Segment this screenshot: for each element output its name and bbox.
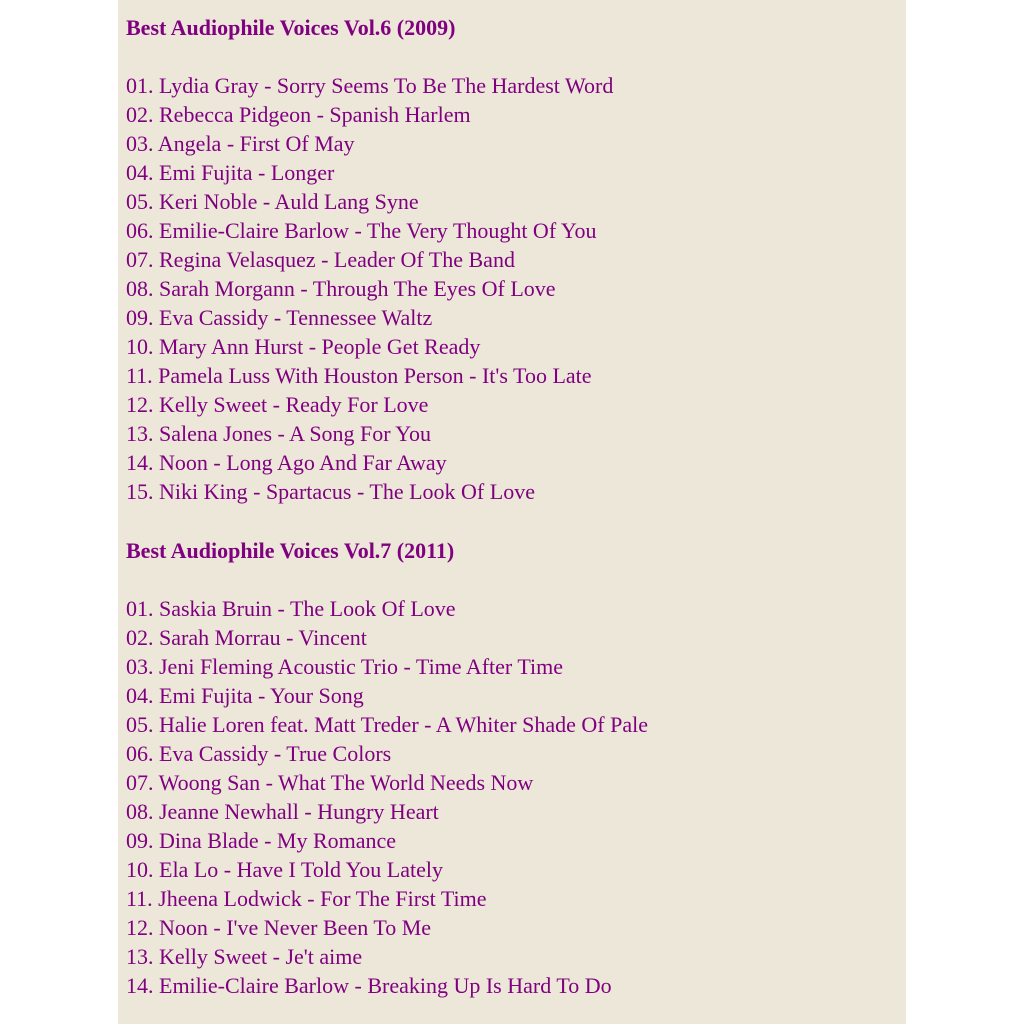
track-item: 11. Jheena Lodwick - For The First Time	[126, 886, 487, 911]
track-item: 06. Emilie-Claire Barlow - The Very Thought Of You	[126, 218, 597, 243]
track-item: 04. Emi Fujita - Longer	[126, 160, 335, 185]
track-item: 06. Eva Cassidy - True Colors	[126, 741, 392, 766]
track-item: 07. Woong San - What The World Needs Now	[126, 770, 534, 795]
album-title: Best Audiophile Voices Vol.6 (2009)	[126, 15, 456, 40]
track-item: 09. Dina Blade - My Romance	[126, 828, 397, 853]
track-item: 01. Saskia Bruin - The Look Of Love	[126, 596, 456, 621]
track-item: 14. Noon - Long Ago And Far Away	[126, 450, 447, 475]
track-item: 02. Rebecca Pidgeon - Spanish Harlem	[126, 102, 471, 127]
album-vol6	[126, 13, 613, 506]
track-list	[126, 71, 613, 506]
track-item: 02. Sarah Morrau - Vincent	[126, 625, 367, 650]
album-vol7	[126, 536, 648, 1000]
track-item: 14. Emilie-Claire Barlow - Breaking Up Is Hard To Do	[126, 973, 612, 998]
track-item: 03. Angela - First Of May	[126, 131, 355, 156]
track-item: 08. Sarah Morgann - Through The Eyes Of Love	[126, 276, 556, 301]
track-item: 12. Kelly Sweet - Ready For Love	[126, 392, 429, 417]
track-item: 13. Kelly Sweet - Je't aime	[126, 944, 363, 969]
track-item: 03. Jeni Fleming Acoustic Trio - Time After Time	[126, 654, 564, 679]
track-list	[126, 594, 648, 1000]
track-item: 08. Jeanne Newhall - Hungry Heart	[126, 799, 439, 824]
track-item: 05. Halie Loren feat. Matt Treder - A Whiter Shade Of Pale	[126, 712, 648, 737]
track-item: 13. Salena Jones - A Song For You	[126, 421, 431, 446]
track-item: 05. Keri Noble - Auld Lang Syne	[126, 189, 419, 214]
track-item: 07. Regina Velasquez - Leader Of The Band	[126, 247, 515, 272]
track-item: 09. Eva Cassidy - Tennessee Waltz	[126, 305, 433, 330]
tracklist-panel	[118, 0, 906, 1024]
track-item: 04. Emi Fujita - Your Song	[126, 683, 364, 708]
track-item: 10. Mary Ann Hurst - People Get Ready	[126, 334, 481, 359]
track-item: 01. Lydia Gray - Sorry Seems To Be The Hardest Word	[126, 73, 614, 98]
track-item: 11. Pamela Luss With Houston Person - It's Too Late	[126, 363, 592, 388]
album-title: Best Audiophile Voices Vol.7 (2011)	[126, 538, 455, 563]
track-item: 10. Ela Lo - Have I Told You Lately	[126, 857, 444, 882]
track-item: 15. Niki King - Spartacus - The Look Of Love	[126, 479, 535, 504]
track-item: 12. Noon - I've Never Been To Me	[126, 915, 432, 940]
